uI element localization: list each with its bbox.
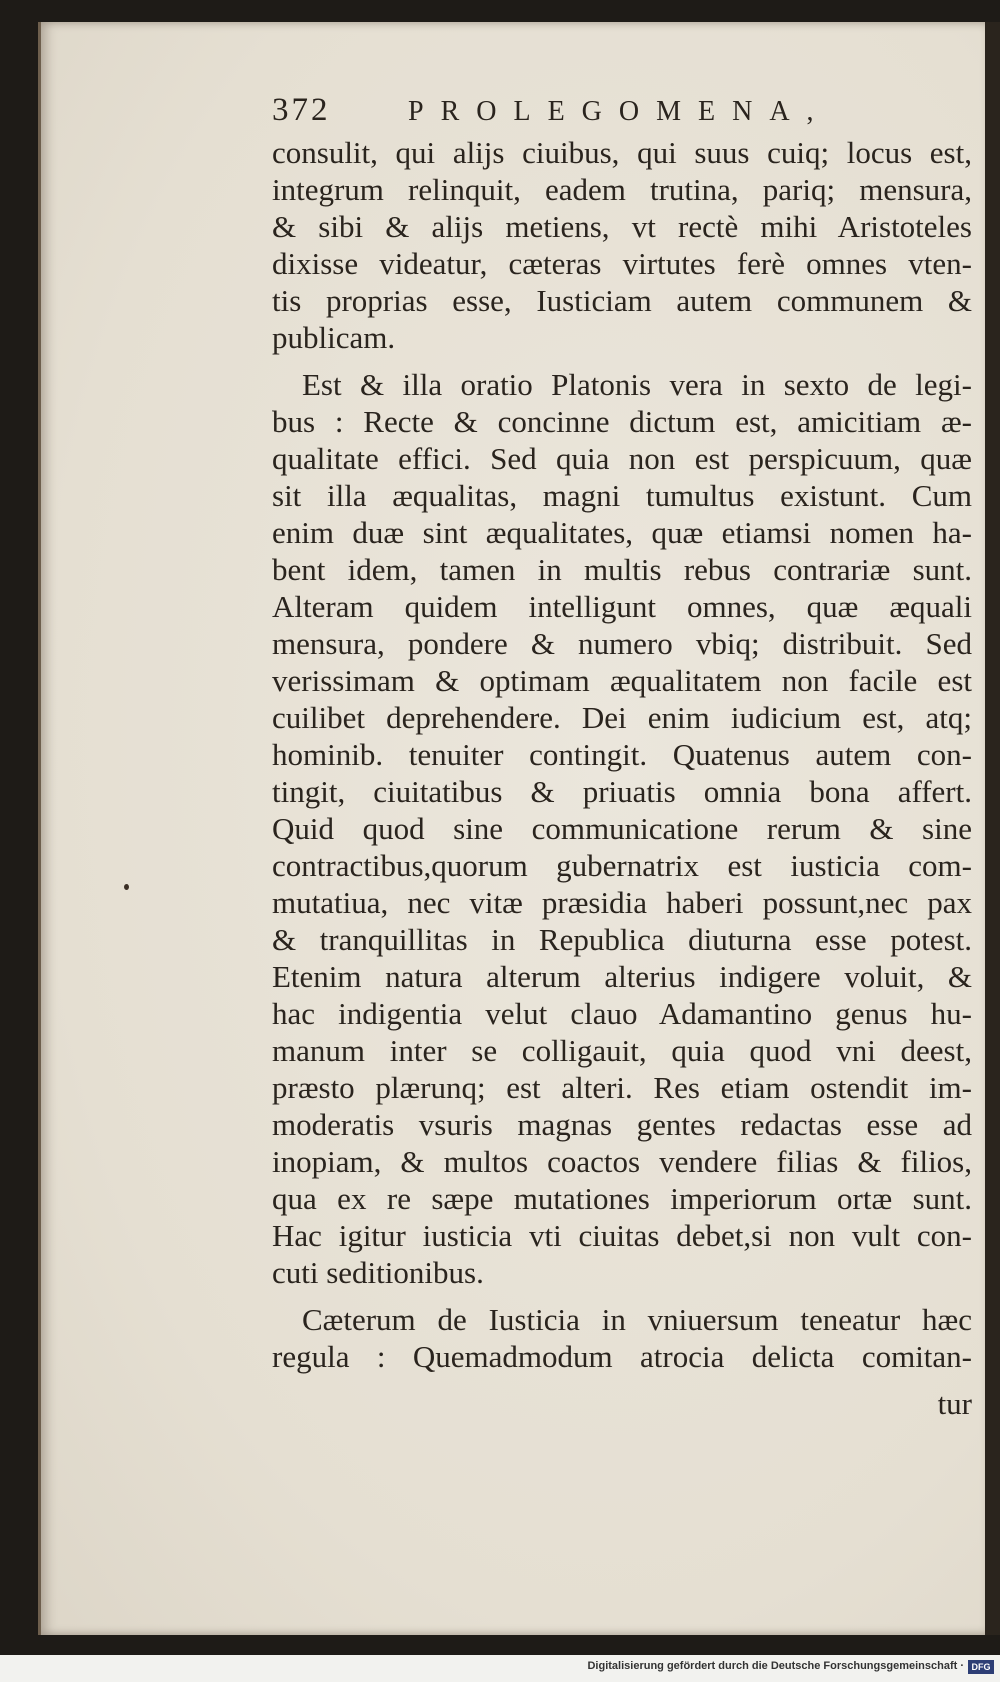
text-line: tis proprias esse, Iusticiam autem communem & — [272, 283, 972, 318]
page-header — [272, 92, 972, 132]
text-line: Est & illa oratio Platonis vera in sexto de legi- — [302, 367, 972, 402]
text-line: dixisse videatur, cæteras virtutes ferè omnes vten- — [272, 246, 972, 281]
text-line: mensura, pondere & numero vbiq; distribuit. Sed — [272, 626, 972, 661]
text-line: bus : Recte & concinne dictum est, amicitiam æ- — [272, 404, 972, 439]
text-line: tingit, ciuitatibus & priuatis omnia bona affert. — [272, 774, 972, 809]
text-line: regula : Quemadmodum atrocia delicta comitan- — [272, 1339, 972, 1374]
running-head: PROLEGOMENA, — [408, 96, 831, 127]
text-line: & tranquillitas in Republica diuturna esse potest. — [272, 922, 972, 957]
text-line: contractibus,quorum gubernatrix est iusticia com- — [272, 848, 972, 883]
text-line: hominib. tenuiter contingit. Quatenus autem con- — [272, 737, 972, 772]
text-line: Hac igitur iusticia vti ciuitas debet,si non vult con- — [272, 1218, 972, 1253]
text-line: integrum relinquit, eadem trutina, pariq; mensura, — [272, 172, 972, 207]
text-line: consulit, qui alijs ciuibus, qui suus cuiq; locus est, — [272, 135, 972, 170]
text-line: qua ex re sæpe mutationes imperiorum ortæ sunt. — [272, 1181, 972, 1216]
text-line: moderatis vsuris magnas gentes redactas esse ad — [272, 1107, 972, 1142]
text-line: cuti seditionibus. — [272, 1255, 484, 1290]
text-line: sit illa æqualitas, magni tumultus existunt. Cum — [272, 478, 972, 513]
text-line: inopiam, & multos coactos vendere filias & filios, — [272, 1144, 972, 1179]
paragraph-3 — [272, 1301, 972, 1375]
text-line: qualitate effici. Sed quia non est perspicuum, quæ — [272, 441, 972, 476]
text-line: Cæterum de Iusticia in vniuersum teneatur hæc — [302, 1302, 972, 1337]
page-number: 372 — [272, 92, 331, 128]
ink-spot — [124, 884, 129, 890]
page-edge — [985, 22, 1000, 1635]
text-line: enim duæ sint æqualitates, quæ etiamsi nomen ha- — [272, 515, 972, 550]
footer-credit: Digitalisierung gefördert durch die Deutsche Forschungsgemeinschaft · — [587, 1660, 964, 1672]
text-line: manum inter se colligauit, quia quod vni deest, — [272, 1033, 972, 1068]
text-line: cuilibet deprehendere. Dei enim iudicium est, atq; — [272, 700, 972, 735]
footer-bar — [0, 1655, 1000, 1682]
text-line: mutatiua, nec vitæ præsidia haberi possunt,nec pax — [272, 885, 972, 920]
text-line: bent idem, tamen in multis rebus contrariæ sunt. — [272, 552, 972, 587]
text-line: verissimam & optimam æqualitatem non facile est — [272, 663, 972, 698]
text-line: Quid quod sine communicatione rerum & sine — [272, 811, 972, 846]
text-line: hac indigentia velut clauo Adamantino genus hu- — [272, 996, 972, 1031]
page-text-block — [272, 92, 972, 1422]
catchword: tur — [937, 1386, 972, 1421]
paragraph-2 — [272, 366, 972, 1291]
text-line: publicam. — [272, 320, 396, 355]
dfg-logo: DFG — [968, 1660, 994, 1674]
text-line: Alteram quidem intelligunt omnes, quæ æquali — [272, 589, 972, 624]
text-line: & sibi & alijs metiens, vt rectè mihi Aristoteles — [272, 209, 972, 244]
text-line: præsto plærunq; est alteri. Res etiam ostendit im- — [272, 1070, 972, 1105]
paragraph-1 — [272, 134, 972, 356]
text-line: Etenim natura alterum alterius indigere voluit, & — [272, 959, 972, 994]
